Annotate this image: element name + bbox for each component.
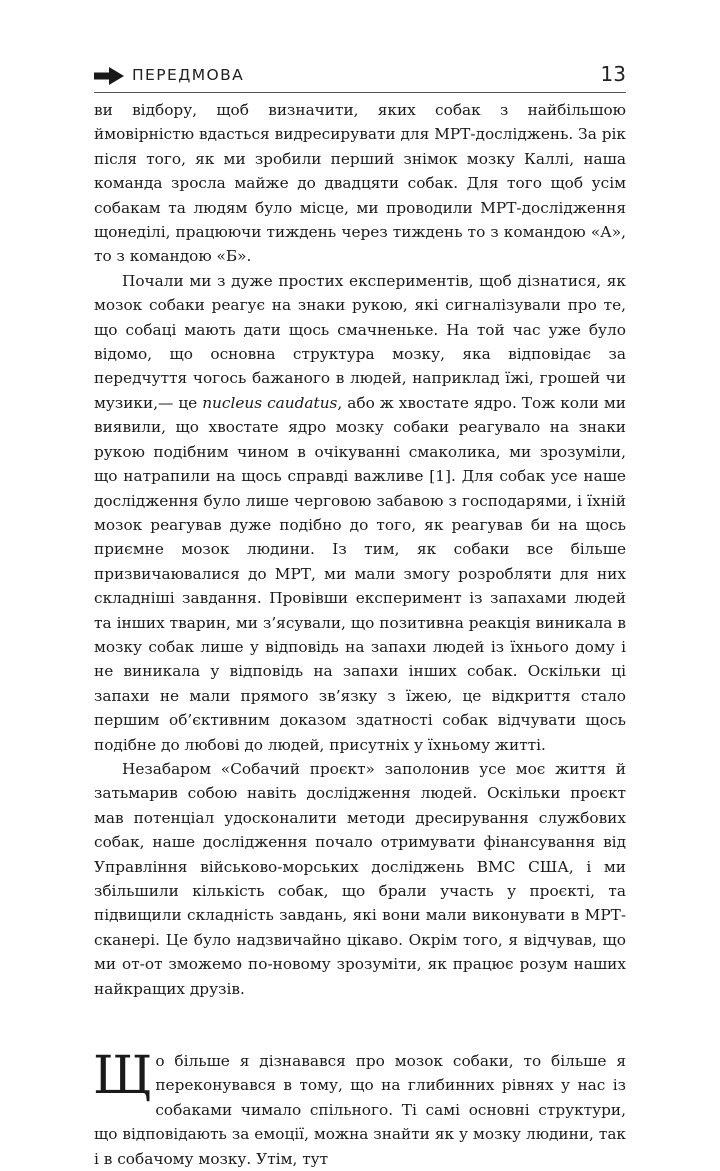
- paragraph-2: [94, 269, 626, 757]
- paragraph-3: Незабаром «Собачий проєкт» заполонив усе моє життя й затьмарив собою навіть дослідження людей. Оскільки проєкт мав потенціал удосконалити методи дресирування службових собак, наше дослідження почало отримувати фінансування від Управління військово-морських досліджень ВМС США, і ми збільшили кількість собак, що брали участь у проєкті, та підвищили складність завдань, які вони мали виконувати в МРТ-сканері. Це було надзвичайно цікаво. Окрім того, я відчував, що ми от-от зможемо по-новому зрозуміти, як працює розум наших найкращих друзів.: [94, 759, 626, 998]
- header-rule: [94, 92, 626, 93]
- paragraph-4: [93, 1046, 626, 1171]
- latin-term: nucleus caudatus: [202, 393, 338, 412]
- arrow-right-icon: [94, 67, 124, 85]
- section-break: [94, 1001, 626, 1049]
- drop-cap: Щ: [93, 1046, 153, 1107]
- page-number: 13: [600, 62, 626, 86]
- body-text: [94, 98, 626, 1171]
- paragraph-1: ви відбору, щоб визначити, яких собак з найбільшою ймовірністю вдасться видресирувати для МРТ-досліджень. За рік після того, як ми зробили перший знімок мозку Каллі, наша команда зросла майже до двадцяти собак. Для того щоб усім собакам та людям було місце, ми проводили МРТ-дослідження щонеділі, працюючи тиждень через тиждень то з командою «А», то з командою «Б».: [94, 101, 626, 266]
- paragraph-2-part-2: , або ж хвостате ядро. Тож коли ми виявили, що хвостате ядро мозку собаки реагувало на знаки рукою подібним чином в очікуванні смаколика, ми зрозуміли, що натрапили на щось справді важливе [1]. Для собак усе наше дослідження було лише черговою забавою з господарями, і їхній мозок реагував дуже подібно до того, як реагував би на щось приємне мозок людини. Із тим, як собаки все більше призвичаювалися до МРТ, ми мали змогу розробляти для них складніші завдання. Провівши експеримент із запахами людей та інших тварин, ми з’ясували, що позитивна реакція виникала в мозку собак лише у відповідь на запахи людей із їхнього дому і не виникала у відповідь на запахи інших собак. Оскільки ці запахи не мали прямого зв’язку з їжею, це відкриття стало першим об’єктивним доказом здатності собак відчувати щось подібне до любові до людей, присутніх у їхньому житті.: [94, 393, 627, 754]
- paragraph-2-part-1: Почали ми з дуже простих експериментів, щоб дізнатися, як мозок собаки реагує на знаки рукою, які сигналізували про те, що собаці мають дати щось смачненьке. На той час уже було відомо, що основна структура мозку, яка відповідає за передчуття чогось бажаного в людей, наприклад їжі, грошей чи музики,— це: [94, 271, 626, 412]
- paragraph-4-text: о більше я дізнавався про мозок собаки, то більше я переконувався в тому, що на глибинних рівнях у нас із собаками чимало спільного. Ті самі основні структури, що відповідають за емоції, можна знайти як у мозку людини, так і в собачому мозку. Утім, тут: [94, 1052, 626, 1168]
- running-header: [94, 60, 626, 92]
- section-title: ПЕРЕДМОВА: [132, 66, 245, 84]
